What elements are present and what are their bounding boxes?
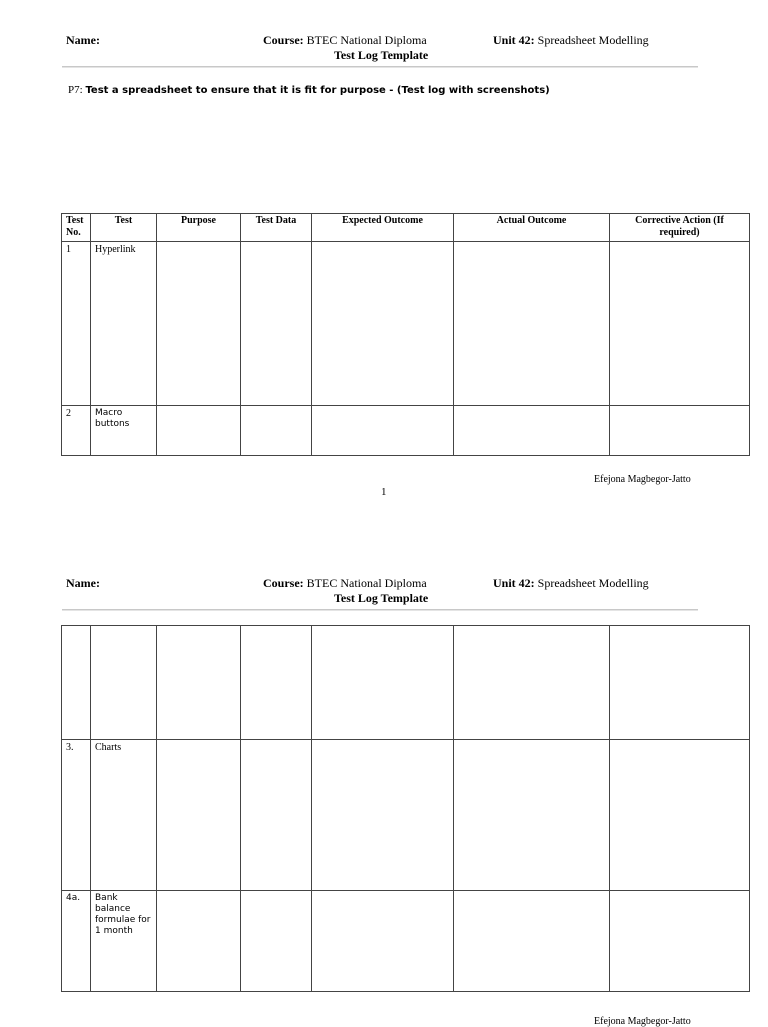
test-log-table-page2	[61, 625, 750, 992]
purpose-cell[interactable]	[157, 626, 241, 740]
col-header-test-data: Test Data	[241, 214, 312, 242]
actual-outcome-cell[interactable]	[454, 626, 610, 740]
test-name-cell	[91, 626, 157, 740]
table-row	[62, 242, 750, 406]
document-title: Test Log Template	[334, 48, 429, 62]
corrective-action-cell[interactable]	[610, 626, 750, 740]
footer-author: Efejona Magbegor-Jatto	[594, 474, 691, 485]
purpose-cell[interactable]	[157, 406, 241, 456]
col-header-test-no: Test No.	[62, 214, 91, 242]
document-title: Test Log Template	[334, 591, 429, 605]
name-label: Name:	[66, 33, 100, 47]
unit-value: Spreadsheet Modelling	[537, 33, 649, 47]
course-value: BTEC National Diploma	[306, 576, 427, 590]
purpose-cell[interactable]	[157, 740, 241, 891]
actual-outcome-cell[interactable]	[454, 891, 610, 992]
corrective-action-cell[interactable]	[610, 406, 750, 456]
test-log-table-page1	[61, 213, 750, 456]
purpose-cell[interactable]	[157, 242, 241, 406]
expected-outcome-cell[interactable]	[312, 891, 454, 992]
table-row	[62, 740, 750, 891]
table-header-row	[62, 214, 750, 242]
task-description: Test a spreadsheet to ensure that it is fit for purpose - (Test log with screenshots)	[85, 85, 550, 96]
test-name-cell: Macro buttons	[91, 406, 157, 456]
corrective-action-cell[interactable]	[610, 740, 750, 891]
expected-outcome-cell[interactable]	[312, 740, 454, 891]
unit-field	[493, 576, 649, 591]
course-field	[263, 33, 427, 48]
test-data-cell[interactable]	[241, 242, 312, 406]
test-name-cell: Charts	[91, 740, 157, 891]
course-label: Course:	[263, 576, 304, 590]
test-no-cell: 1	[62, 242, 91, 406]
expected-outcome-cell[interactable]	[312, 242, 454, 406]
unit-label: Unit 42:	[493, 33, 535, 47]
col-header-actual-outcome: Actual Outcome	[454, 214, 610, 242]
unit-field	[493, 33, 649, 48]
header-divider	[62, 66, 698, 68]
test-no-cell	[62, 626, 91, 740]
test-no-cell: 2	[62, 406, 91, 456]
test-data-cell[interactable]	[241, 740, 312, 891]
table-row	[62, 626, 750, 740]
corrective-action-cell[interactable]	[610, 242, 750, 406]
task-code: P7:	[68, 84, 83, 96]
col-header-corrective-action: Corrective Action (If required)	[610, 214, 750, 242]
purpose-cell[interactable]	[157, 891, 241, 992]
test-data-cell[interactable]	[241, 626, 312, 740]
test-no-cell: 3.	[62, 740, 91, 891]
col-header-expected-outcome: Expected Outcome	[312, 214, 454, 242]
actual-outcome-cell[interactable]	[454, 406, 610, 456]
course-label: Course:	[263, 33, 304, 47]
footer-author: Efejona Magbegor-Jatto	[594, 1016, 691, 1027]
test-data-cell[interactable]	[241, 406, 312, 456]
header-divider	[62, 609, 698, 611]
table-row	[62, 406, 750, 456]
actual-outcome-cell[interactable]	[454, 740, 610, 891]
page-number: 1	[381, 486, 387, 498]
task-statement	[68, 84, 550, 96]
test-name-cell: Bank balance formulae for 1 month	[91, 891, 157, 992]
table-row	[62, 891, 750, 992]
test-no-cell: 4a.	[62, 891, 91, 992]
test-name-cell: Hyperlink	[91, 242, 157, 406]
unit-label: Unit 42:	[493, 576, 535, 590]
course-field	[263, 576, 427, 591]
course-value: BTEC National Diploma	[306, 33, 427, 47]
expected-outcome-cell[interactable]	[312, 406, 454, 456]
name-label: Name:	[66, 576, 100, 590]
corrective-action-cell[interactable]	[610, 891, 750, 992]
test-data-cell[interactable]	[241, 891, 312, 992]
actual-outcome-cell[interactable]	[454, 242, 610, 406]
unit-value: Spreadsheet Modelling	[537, 576, 649, 590]
col-header-purpose: Purpose	[157, 214, 241, 242]
col-header-test: Test	[91, 214, 157, 242]
expected-outcome-cell[interactable]	[312, 626, 454, 740]
